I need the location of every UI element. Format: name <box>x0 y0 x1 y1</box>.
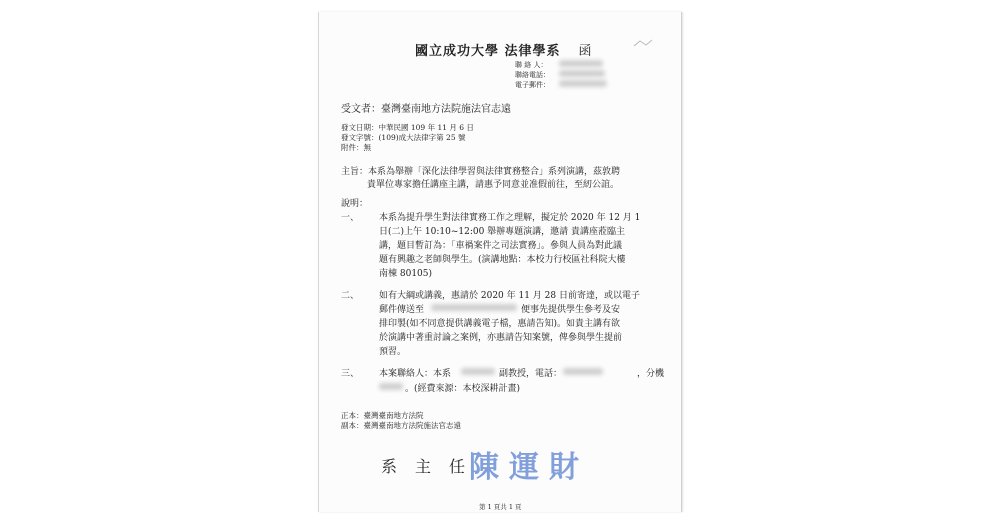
copy-main: 正本：臺灣臺南地方法院 <box>341 411 424 420</box>
issue-date: 發文日期：中華民國 109 年 11 月 6 日 <box>341 123 474 132</box>
document-kind: 函 <box>578 44 593 59</box>
item-1-line-2: 日(二)上午 10:10~12:00 舉辦專題演講，邀請 貴講座蒞臨主 <box>379 227 626 237</box>
item-1-line-1: 本系為提升學生對法律實務工作之理解，擬定於 2020 年 12 月 1 <box>379 213 641 223</box>
department-head-label: 系主任 <box>381 457 484 476</box>
item-2-number: 二、 <box>341 291 360 301</box>
copy-cc: 副本：臺灣臺南地方法院施法官志遠 <box>341 421 461 430</box>
page-footer: 第 1 頁共 1 頁 <box>479 503 522 511</box>
item-1-line-3: 講，題目暫訂為：「車禍案件之司法實務」。參與人員為對此議 <box>379 241 623 251</box>
attachment: 附件：無 <box>341 143 371 152</box>
subject-line-1: 主旨：本系為舉辦「深化法律學習與法律實務整合」系列演講，茲敦聘 <box>341 167 621 177</box>
contact-email-label: 電子郵件： <box>515 81 550 89</box>
item-1-number: 一、 <box>341 213 360 223</box>
document-title-text: 國立成功大學 法律學系 <box>415 44 561 59</box>
corner-mark-icon <box>632 38 654 48</box>
item-3-line-2: 。(經費來源：本校深耕計畫) <box>405 384 521 394</box>
item-3-line-1a: 本案聯絡人：本系 <box>379 369 452 379</box>
subject-line-2: 貴單位專家擔任講座主講，請惠予同意並准假前往，至紉公誼。 <box>367 180 620 190</box>
item-1-line-5: 南棟 80105) <box>379 269 433 279</box>
recipient-line: 受文者：臺灣臺南地方法院施法官志遠 <box>341 104 511 115</box>
contact-person-label: 聯 絡 人： <box>515 61 548 69</box>
item-2-line-5: 預習。 <box>379 347 407 357</box>
contact-phone-label: 聯絡電話： <box>515 71 550 79</box>
letter-page <box>318 12 682 512</box>
item-3-number: 三、 <box>341 369 360 379</box>
redacted-extension <box>379 383 403 390</box>
document-number: 發文字號：(109)成大法律字第 25 號 <box>341 133 466 142</box>
item-2-line-4: 於演講中著重討論之案例，亦惠請告知案號，俾參與學生提前 <box>379 333 623 343</box>
item-3-line-1b: 副教授，電話： <box>499 369 563 379</box>
redacted-email-address <box>431 304 517 311</box>
document-title <box>415 40 593 59</box>
redacted-contact-phone <box>559 70 605 77</box>
redacted-contact-name <box>461 368 495 375</box>
signature-seal: 陳運財 <box>469 450 589 485</box>
redacted-phone-number <box>563 368 603 375</box>
item-2-line-1: 如有大綱或講義，惠請於 2020 年 11 月 28 日前寄達，或以電子 <box>379 291 640 301</box>
redacted-contact-person <box>559 60 603 67</box>
item-2-line-2b: 便事先提供學生參考及安 <box>521 305 621 315</box>
redacted-contact-email <box>559 80 607 87</box>
item-2-line-2a: 郵件傳送至 <box>379 305 425 315</box>
item-3-line-1c: ，分機 <box>637 369 665 379</box>
item-1-line-4: 題有興趣之老師與學生。(演講地點：本校力行校區社科院大樓 <box>379 255 626 265</box>
explanation-label: 說明： <box>341 199 369 209</box>
item-2-line-3: 排印製(如不同意提供講義電子檔，惠請告知)。如貴主講有欲 <box>379 319 621 329</box>
